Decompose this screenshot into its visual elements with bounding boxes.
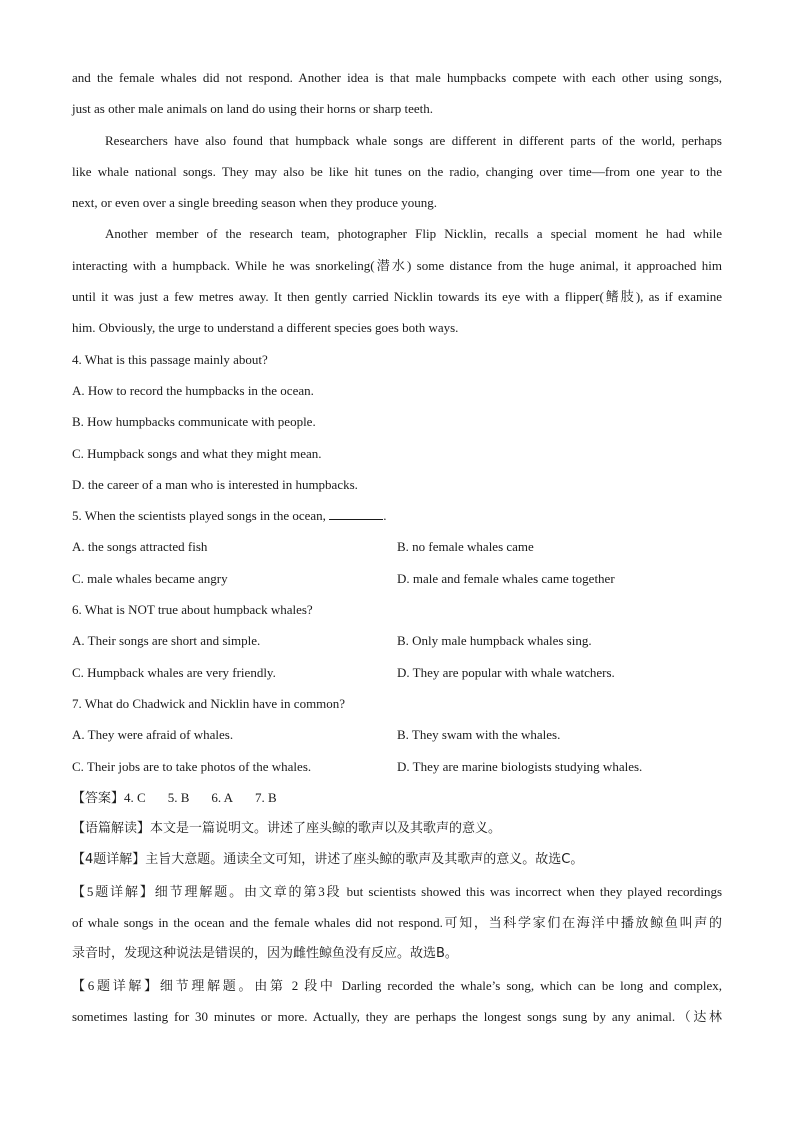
option: B. How humpbacks communicate with people.	[72, 414, 316, 430]
option: A. the songs attracted fish	[72, 539, 208, 555]
option: B. no female whales came	[397, 539, 534, 555]
document-page	[72, 62, 722, 1032]
question-stem-end: .	[383, 508, 387, 524]
answer-label: 【答案】	[72, 790, 125, 806]
question-stem-text: 5. When the scientists played songs in the ocean,	[72, 508, 330, 524]
analysis-q6-line: 【6题详解】细节理解题。由第 2 段中 Darling recorded the whale’s song, which can be long and complex,	[72, 977, 722, 993]
option: B. They swam with the whales.	[397, 727, 561, 743]
passage-line: and the female whales did not respond. Another idea is that male humpbacks compete with each other using songs,	[72, 70, 722, 85]
option-row	[72, 657, 722, 688]
option: A. They were afraid of whales.	[72, 727, 234, 743]
option: B. Only male humpback whales sing.	[397, 633, 592, 649]
option: C. Humpback songs and what they might mean.	[72, 445, 322, 461]
answer-item: 4. C	[124, 789, 146, 805]
analysis-q5-line: of whale songs in the ocean and the female whales did not respond.可知，当科学家们在海洋中播放鲸鱼叫声的	[72, 915, 722, 931]
option: C. male whales became angry	[72, 570, 228, 586]
option: C. Their jobs are to take photos of the whales.	[72, 758, 312, 774]
passage-line: Researchers have also found that humpback whale songs are different in different parts of the world, perhaps	[105, 132, 722, 148]
option: D. male and female whales came together	[397, 570, 615, 586]
option: A. How to record the humpbacks in the ocean.	[72, 382, 314, 398]
question-stem: 7. What do Chadwick and Nicklin have in common?	[72, 695, 346, 711]
passage-line: next, or even over a single breeding season when they produce young.	[72, 195, 437, 211]
analysis-q6-line: sometimes lasting for 30 minutes or more. Actually, they are perhaps the longest songs sung by any animal.（达林	[72, 1008, 722, 1024]
answer-blank	[329, 507, 383, 520]
passage-line: like whale national songs. They may also be like hit tunes on the radio, changing over time—from one year to the	[72, 163, 722, 179]
analysis-overview: 【语篇解读】本文是一篇说明文。讲述了座头鲸的歌声以及其歌声的意义。	[72, 821, 502, 837]
question-stem: 4. What is this passage mainly about?	[72, 351, 268, 367]
analysis-q4: 【4题详解】主旨大意题。通读全文可知，讲述了座头鲸的歌声及其歌声的意义。故选C。	[72, 852, 584, 868]
passage-line: Another member of the research team, photographer Flip Nicklin, recalls a special moment he had while	[105, 226, 722, 242]
option-row	[72, 719, 722, 750]
option: D. They are popular with whale watchers.	[397, 664, 615, 680]
option: C. Humpback whales are very friendly.	[72, 664, 276, 680]
option-row	[72, 625, 722, 656]
answer-item: 5. B	[167, 789, 190, 805]
passage-line: just as other male animals on land do using their horns or sharp teeth.	[72, 101, 434, 117]
analysis-q5-line: 录音时，发现这种说法是错误的，因为雌性鲸鱼没有反应。故选B。	[72, 946, 458, 962]
passage-line: him. Obviously, the urge to understand a different species goes both ways.	[72, 320, 459, 336]
option: D. They are marine biologists studying whales.	[397, 758, 643, 774]
analysis-q5-line: 【5题详解】细节理解题。由文章的第3段 but scientists showed this was incorrect when they played recordings	[72, 883, 722, 899]
option-row	[72, 531, 722, 562]
question-stem	[72, 500, 722, 531]
passage-line: interacting with a humpback. While he was snorkeling(潜水) some distance from the huge animal, it approached him	[72, 257, 722, 273]
passage-line: until it was just a few metres away. It then gently carried Nicklin towards its eye with a flipper(鳍肢), as if examine	[72, 289, 722, 305]
answer-key	[72, 782, 722, 813]
option-row	[72, 751, 722, 782]
option-row	[72, 563, 722, 594]
answer-item: 7. B	[255, 789, 277, 805]
answer-item: 6. A	[211, 789, 234, 805]
option: A. Their songs are short and simple.	[72, 633, 261, 649]
question-stem: 6. What is NOT true about humpback whales?	[72, 602, 313, 618]
option: D. the career of a man who is interested in humpbacks.	[72, 476, 358, 492]
